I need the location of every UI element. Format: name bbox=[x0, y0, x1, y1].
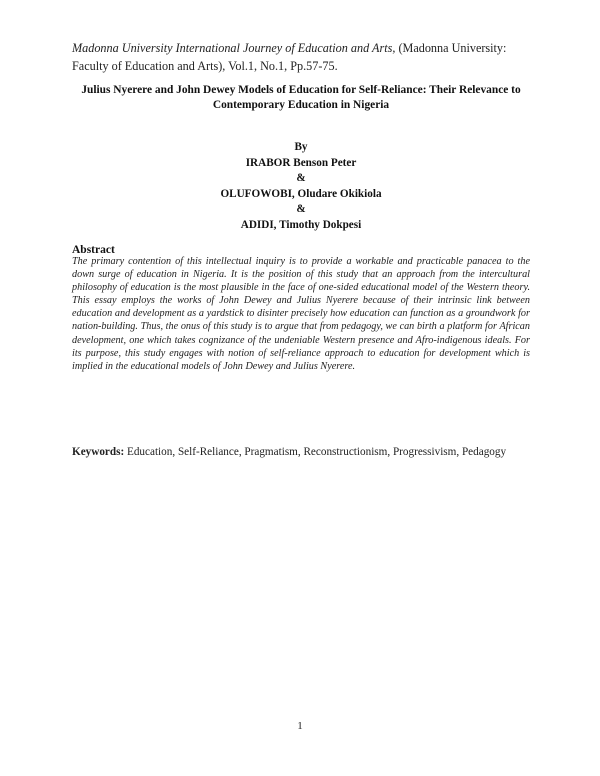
keywords-label: Keywords: bbox=[72, 446, 125, 458]
keywords bbox=[72, 445, 542, 459]
by-label: By bbox=[294, 141, 308, 153]
journal-details: (Madonna University: Faculty of Education and Arts), Vol.1, No.1, Pp.57-75. bbox=[72, 41, 507, 73]
abstract-body: The primary contention of this intellectual inquiry is to provide a workable and practicable panacea to the down surge of education in Nigeria. It is the position of this study that an approach from the intercultural philosophy of education is the most plausible in the face of one-sided educational model of the Western theory. This essay employs the works of John Dewey and Julius Nyerere because of their intrinsic link between education and development as a yardstick to disinter precisely how education can function as a groundwork for nation-building. Thus, the onus of this study is to argue that from pedagogy, we can birth a platform for African development, one which takes cognizance of the undeniable Western presence and Afro-indigenous ideals. For its purpose, this study engages with notion of self-reliance approach to education for development which is implied in the educational models of John Dewey and Julius Nyerere. bbox=[72, 256, 530, 372]
paper-title: Julius Nyerere and John Dewey Models of Education for Self-Reliance: Their Relevance to Contemporary Education in Nigeria bbox=[81, 84, 521, 111]
journal-citation bbox=[72, 40, 542, 75]
author-name: OLUFOWOBI, Oludare Okikiola bbox=[220, 187, 382, 200]
journal-name: Madonna University International Journey of Education and Arts, bbox=[72, 41, 396, 55]
page-number: 1 bbox=[297, 720, 303, 732]
author-block bbox=[72, 140, 530, 233]
author-name: IRABOR Benson Peter bbox=[245, 156, 357, 169]
keywords-list: Education, Self-Reliance, Pragmatism, Reconstructionism, Progressivism, Pedagogy bbox=[124, 446, 507, 458]
author-separator: & bbox=[296, 203, 306, 215]
author-name: ADIDI, Timothy Dokpesi bbox=[240, 218, 362, 231]
abstract-heading: Abstract bbox=[72, 244, 115, 256]
author-separator: & bbox=[296, 172, 306, 184]
